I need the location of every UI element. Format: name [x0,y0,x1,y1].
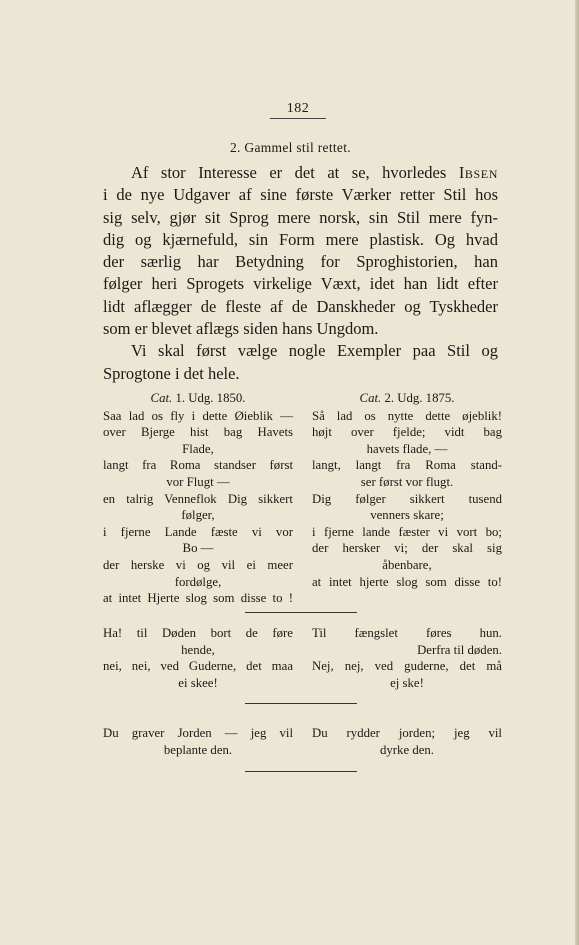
verse-line: at intet hjerte slog som disse to! [312,574,502,589]
right-column-block-3 [312,725,502,758]
verse-line: Flade, [182,441,214,456]
verse-line: Dig følger sikkert tusend [312,491,502,506]
verse-line: langt fra Roma standser først [103,458,293,473]
verse-line: nei, nei, ved Guderne, det maa [103,659,293,674]
verse-line: vor Flugt — [166,474,230,489]
paragraph-2 [103,340,498,385]
left-column-block-3 [103,725,293,758]
text-line: dig og kjærnefuld, sin Form mere plastisk. Og hvad [103,229,498,249]
column-heading-left: Cat. 1. Udg. 1850. [150,391,246,405]
text-line: Sprogtone i det hele. [103,363,240,383]
verse-line: i fjerne Lande fæste vi vor [103,524,293,539]
text-line: sig selv, gjør sit Sprog mere norsk, sin Stil mere fyn- [103,207,498,227]
verse-line: der herske vi og vil ei meer [103,557,293,572]
section-divider [245,703,357,704]
verse-line: langt, langt fra Roma stand- [312,458,502,473]
verse-line: i fjerne lande fæster vi vort bo; [312,524,502,539]
verse-line: følger, [181,508,215,523]
verse-line: der hersker vi; der skal sig [312,541,502,556]
section-divider [245,612,357,613]
verse-line: åbenbare, [382,557,432,572]
verse-line: Til fængslet føres hun. [312,626,502,640]
verse-line: Ha! til Døden bort de føre [103,626,293,640]
page-number: 182 [286,101,310,116]
verse-line: beplante den. [163,742,233,757]
verse-line: venners skare; [370,508,444,523]
section-heading: 2. Gammel stil rettet. [230,140,351,155]
text-line: i de nye Udgaver af sine første Værker retter Stil hos [103,185,498,205]
verse-line: Nej, nej, ved guderne, det må [312,659,502,674]
verse-line: over Bjerge hist bag Havets [103,425,293,440]
author-name: Ibsen [458,163,498,182]
right-column-second-edition [312,390,502,590]
verse-line: en talrig Venneflok Dig sikkert [103,491,293,506]
right-column-block-2 [312,625,502,691]
verse-line: hende, [181,642,215,657]
left-column-block-2 [103,625,293,691]
verse-line: højt over fjelde; vidt bag [312,425,502,440]
verse-line: at intet Hjerte slog som disse to ! [103,591,293,606]
verse-line: Bo — [182,541,214,556]
text-line: lidt aflægger de fleste af de Danskheder og Tyskheder [103,296,498,316]
verse-line: ei skee! [178,675,218,690]
verse-line: havets flade, — [366,441,448,456]
section-divider [245,771,357,772]
page-number-rule [270,118,326,119]
verse-line: Du graver Jorden — jeg vil [103,726,293,740]
verse-line: ser først vor flugt. [360,474,454,489]
verse-line: Du rydder jorden; jeg vil [312,726,502,740]
verse-line: Derfra til døden. [417,642,502,657]
verse-line: dyrke den. [379,742,434,757]
text-line: følger heri Sprogets virkelige Væxt, idet han lidt efter [103,274,498,294]
verse-line: Så lad os nytte dette øjeblik! [312,408,502,423]
verse-line: ej ske! [390,675,424,690]
text-line: Vi skal først vælge nogle Exempler paa Stil og [131,341,498,361]
column-heading-right: Cat. 2. Udg. 1875. [359,391,455,405]
verse-line: fordølge, [174,574,222,589]
paragraph-1 [103,162,498,340]
body-text [103,162,498,385]
verse-line: Saa lad os fly i dette Øieblik — [103,408,293,423]
text-line: der særlig har Betydning for Sproghistorien, han [103,252,498,272]
page-edge [575,0,579,945]
text-line: som er blevet aflægs siden hans Ungdom. [103,319,379,339]
left-column-first-edition [103,390,293,607]
text-line: Af stor Interesse er det at se, hvorledes Ibsen [131,163,498,182]
